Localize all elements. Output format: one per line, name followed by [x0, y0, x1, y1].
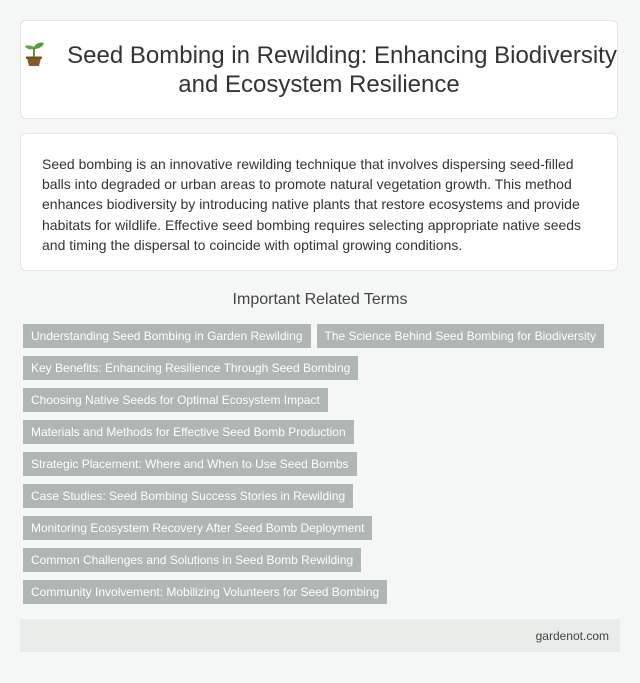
related-term-tag[interactable]: Monitoring Ecosystem Recovery After Seed Bomb Deployment: [23, 516, 372, 540]
related-terms-list: [23, 324, 623, 604]
footer: [20, 619, 620, 652]
footer-domain: gardenot.com: [535, 628, 609, 643]
related-term-tag[interactable]: Strategic Placement: Where and When to Use Seed Bombs: [23, 452, 357, 476]
related-term-tag[interactable]: Key Benefits: Enhancing Resilience Through Seed Bombing: [23, 356, 358, 380]
related-term-tag[interactable]: Case Studies: Seed Bombing Success Stories in Rewilding: [23, 484, 353, 508]
related-term-tag[interactable]: Choosing Native Seeds for Optimal Ecosystem Impact: [23, 388, 328, 412]
page-title-text: Seed Bombing in Rewilding: Enhancing Biodiversity and Ecosystem Resilience: [67, 41, 617, 98]
related-terms-heading: Important Related Terms: [232, 291, 408, 308]
page-title: [21, 41, 617, 99]
related-term-tag[interactable]: Understanding Seed Bombing in Garden Rewilding: [23, 324, 311, 348]
related-term-tag[interactable]: The Science Behind Seed Bombing for Biodiversity: [317, 324, 604, 348]
related-term-tag[interactable]: Common Challenges and Solutions in Seed Bomb Rewilding: [23, 548, 361, 572]
title-card: [20, 20, 618, 119]
summary-card: [20, 133, 618, 271]
sprout-icon: [21, 41, 47, 67]
related-term-tag[interactable]: Community Involvement: Mobilizing Volunteers for Seed Bombing: [23, 580, 387, 604]
summary-text: Seed bombing is an innovative rewilding technique that involves dispersing seed-filled balls into degraded or urban areas to promote natural vegetation growth. This method enhances biodiversity by introducing native plants that restore ecosystems and provide habitats for wildlife. Effective seed bombing requires selecting appropriate native seeds and timing the dispersal to coincide with optimal growing conditions.: [42, 156, 582, 253]
related-term-tag[interactable]: Materials and Methods for Effective Seed Bomb Production: [23, 420, 354, 444]
